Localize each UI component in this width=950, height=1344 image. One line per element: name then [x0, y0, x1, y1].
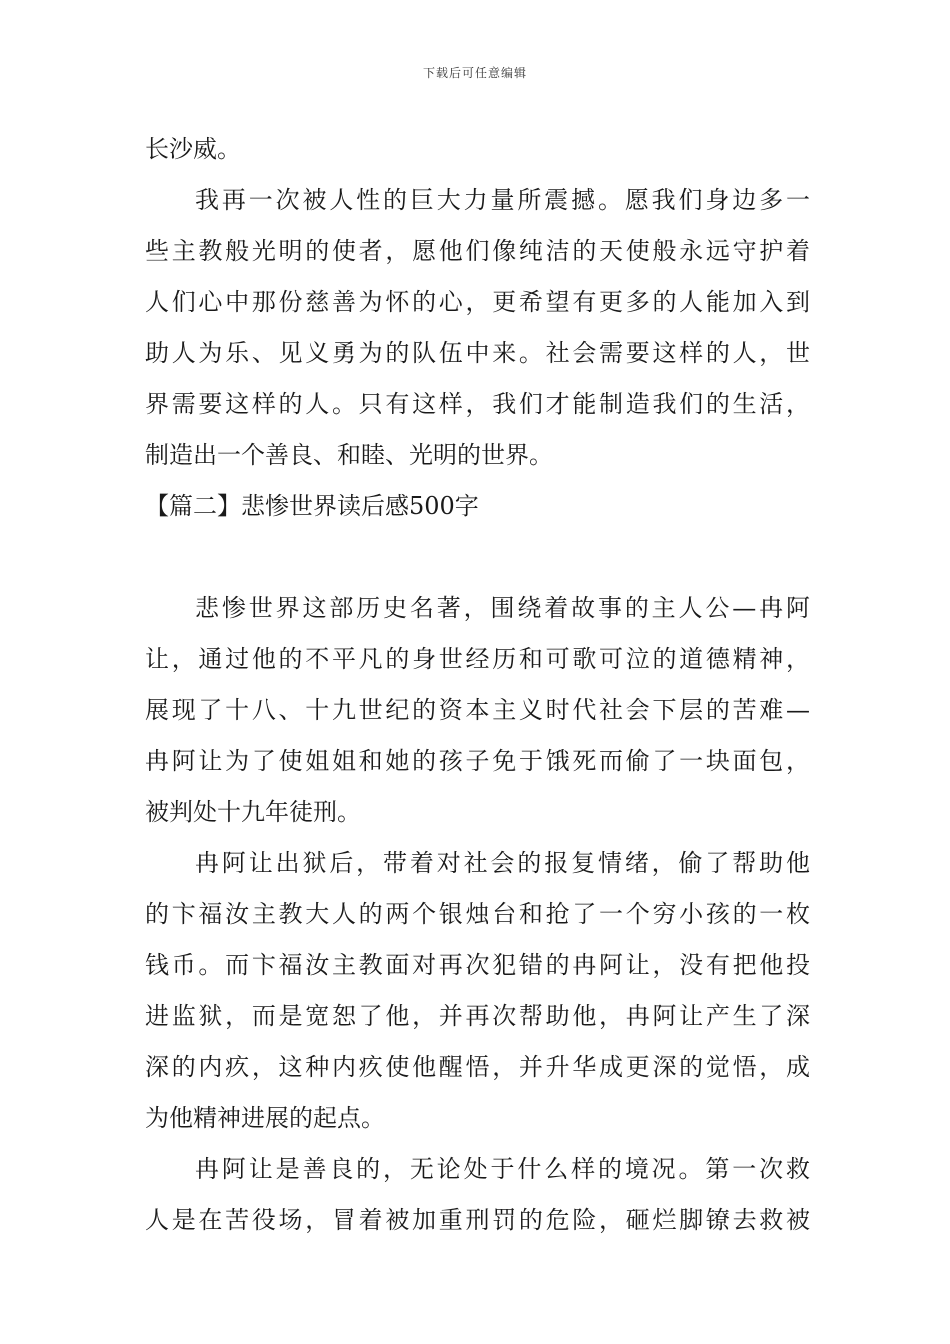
- text-line: 冉阿让出狱后，带着对社会的报复情绪，偷了帮助他: [195, 849, 810, 877]
- text-line: 些主教般光明的使者，愿他们像纯洁的天使般永远守护着: [145, 237, 810, 265]
- text-line: 人是在苦役场，冒着被加重刑罚的危险，砸烂脚镣去救被: [145, 1206, 810, 1234]
- text-line: 为他精神进展的起点。: [145, 1104, 385, 1132]
- text-line: 助人为乐、见义勇为的队伍中来。社会需要这样的人，世: [145, 339, 810, 367]
- text-line: 冉阿让为了使姐姐和她的孩子免于饿死而偷了一块面包，: [145, 747, 810, 775]
- text-line: 让，通过他的不平凡的身世经历和可歌可泣的道德精神，: [145, 645, 810, 673]
- text-line: 人们心中那份慈善为怀的心，更希望有更多的人能加入到: [145, 288, 810, 316]
- text-line: 的卞福汝主教大人的两个银烛台和抢了一个穷小孩的一枚: [145, 900, 810, 928]
- text-line: 进监狱，而是宽恕了他，并再次帮助他，冉阿让产生了深: [145, 1002, 810, 1030]
- text-line: 悲惨世界这部历史名著，围绕着故事的主人公—冉阿: [195, 594, 810, 622]
- text-line: 长沙威。: [145, 135, 241, 163]
- section-heading: 【篇二】悲惨世界读后感500字: [145, 492, 479, 520]
- text-line: 冉阿让是善良的，无论处于什么样的境况。第一次救: [195, 1155, 810, 1183]
- document-body: [145, 124, 810, 1246]
- text-line: 制造出一个善良、和睦、光明的世界。: [145, 441, 553, 469]
- text-line: 钱币。而卞福汝主教面对再次犯错的冉阿让，没有把他投: [145, 951, 810, 979]
- text-line: 深的内疚，这种内疚使他醒悟，并升华成更深的觉悟，成: [145, 1053, 810, 1081]
- text-line: 我再一次被人性的巨大力量所震撼。愿我们身边多一: [195, 186, 810, 214]
- text-line: 被判处十九年徒刑。: [145, 798, 361, 826]
- page-header: 下载后可任意编辑: [422, 66, 527, 80]
- blank-line: [145, 532, 810, 583]
- text-line: 界需要这样的人。只有这样，我们才能制造我们的生活，: [145, 390, 810, 418]
- text-line: 展现了十八、十九世纪的资本主义时代社会下层的苦难—: [145, 696, 810, 724]
